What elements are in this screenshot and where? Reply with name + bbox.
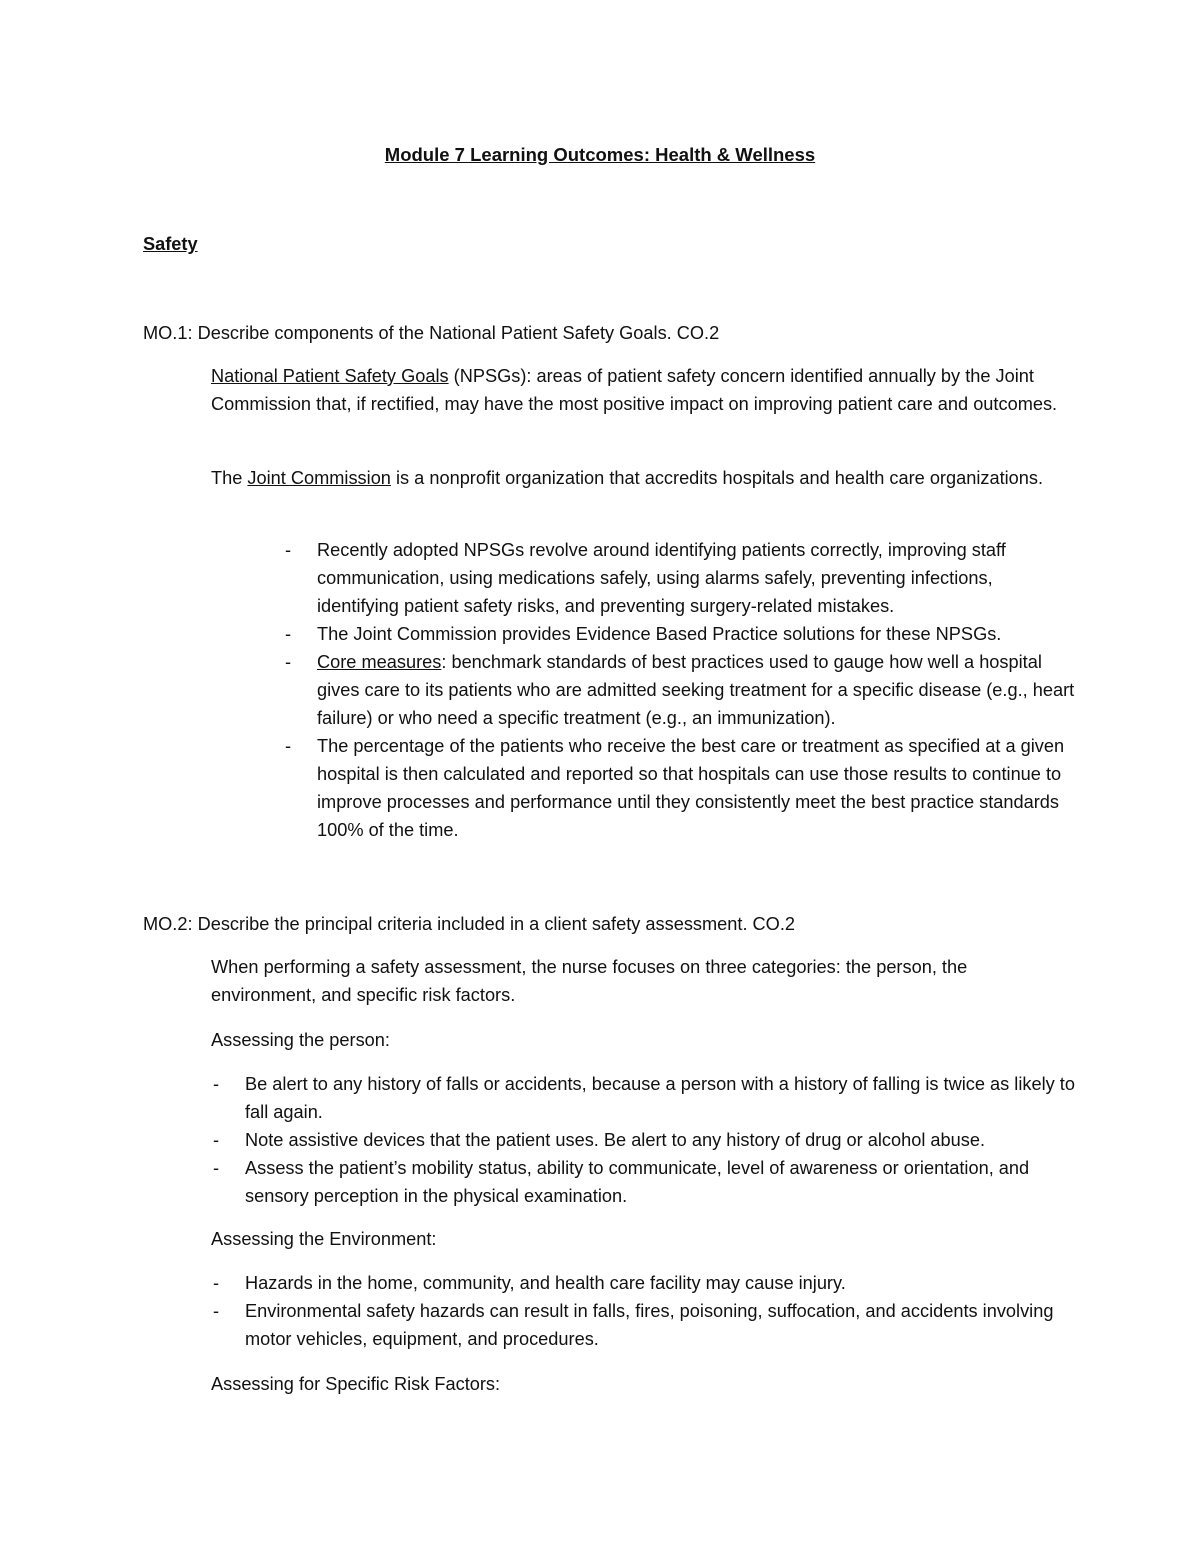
npsg-definition bbox=[211, 362, 1071, 418]
list-item bbox=[285, 648, 1077, 732]
dash-bullet: - bbox=[285, 652, 292, 672]
jc-prefix: The bbox=[211, 468, 248, 488]
assessing-environment-heading: Assessing the Environment: bbox=[211, 1229, 437, 1249]
dash-bullet: - bbox=[285, 540, 292, 560]
joint-commission-definition bbox=[211, 464, 1071, 492]
bullet-text: Note assistive devices that the patient uses. Be alert to any history of drug or alcohol abuse. bbox=[245, 1130, 986, 1150]
mo1-bullet-list bbox=[285, 536, 1077, 844]
core-measures-term: Core measures bbox=[317, 652, 442, 672]
bullet-text: Environmental safety hazards can result in falls, fires, poisoning, suffocation, and accidents involving motor vehicles, equipment, and procedures. bbox=[245, 1301, 1054, 1349]
dash-bullet: - bbox=[213, 1074, 220, 1094]
assessing-person-heading: Assessing the person: bbox=[211, 1030, 390, 1050]
person-bullet-list bbox=[213, 1070, 1085, 1210]
npsg-definition-text: (NPSGs): areas of patient safety concern identified annually by the Joint Commission that, if rectified, may have the most positive impact on improving patient care and outcomes. bbox=[211, 366, 1058, 414]
section-heading-safety: Safety bbox=[143, 234, 198, 254]
list-item bbox=[213, 1297, 1085, 1353]
bullet-text: Hazards in the home, community, and health care facility may cause injury. bbox=[245, 1273, 846, 1293]
list-item bbox=[213, 1154, 1085, 1210]
list-item bbox=[285, 536, 1077, 620]
mo1-heading: MO.1: Describe components of the National Patient Safety Goals. CO.2 bbox=[143, 323, 720, 343]
jc-definition-text: is a nonprofit organization that accredits hospitals and health care organizations. bbox=[390, 468, 1044, 488]
dash-bullet: - bbox=[285, 736, 292, 756]
dash-bullet: - bbox=[285, 624, 292, 644]
list-item bbox=[285, 732, 1077, 844]
bullet-text: Recently adopted NPSGs revolve around identifying patients correctly, improving staff communication, using medications safely, using alarms safely, preventing infections, identifying patient safety risks, and preventing surgery-related mistakes. bbox=[317, 540, 1006, 616]
dash-bullet: - bbox=[213, 1130, 220, 1150]
dash-bullet: - bbox=[213, 1301, 220, 1321]
list-item bbox=[213, 1070, 1085, 1126]
list-item bbox=[213, 1126, 1085, 1154]
npsg-term: National Patient Safety Goals bbox=[211, 366, 449, 386]
dash-bullet: - bbox=[213, 1158, 220, 1178]
bullet-text: : benchmark standards of best practices used to gauge how well a hospital gives care to its patients who are admitted seeking treatment for a specific disease (e.g., heart failure) or who need a specific treatment (e.g., an immunization). bbox=[317, 652, 1075, 728]
mo2-heading: MO.2: Describe the principal criteria included in a client safety assessment. CO.2 bbox=[143, 914, 795, 934]
bullet-text: Assess the patient’s mobility status, ability to communicate, level of awareness or orientation, and sensory perception in the physical examination. bbox=[245, 1158, 1030, 1206]
bullet-text: The Joint Commission provides Evidence Based Practice solutions for these NPSGs. bbox=[317, 624, 1002, 644]
environment-bullet-list bbox=[213, 1269, 1085, 1353]
mo2-intro: When performing a safety assessment, the nurse focuses on three categories: the person, the environment, and specific risk factors. bbox=[211, 957, 968, 1005]
jc-term: Joint Commission bbox=[247, 468, 391, 488]
bullet-text: Be alert to any history of falls or accidents, because a person with a history of falling is twice as likely to fall again. bbox=[245, 1074, 1075, 1122]
document-title: Module 7 Learning Outcomes: Health & Wellness bbox=[384, 144, 816, 165]
assessing-risk-factors-heading: Assessing for Specific Risk Factors: bbox=[211, 1374, 501, 1394]
list-item bbox=[213, 1269, 1085, 1297]
dash-bullet: - bbox=[213, 1273, 220, 1293]
list-item bbox=[285, 620, 1077, 648]
bullet-text: The percentage of the patients who receive the best care or treatment as specified at a given hospital is then calculated and reported so that hospitals can use those results to continue to improve processes and performance until they consistently meet the best practice standards 100% of the time. bbox=[317, 736, 1065, 840]
